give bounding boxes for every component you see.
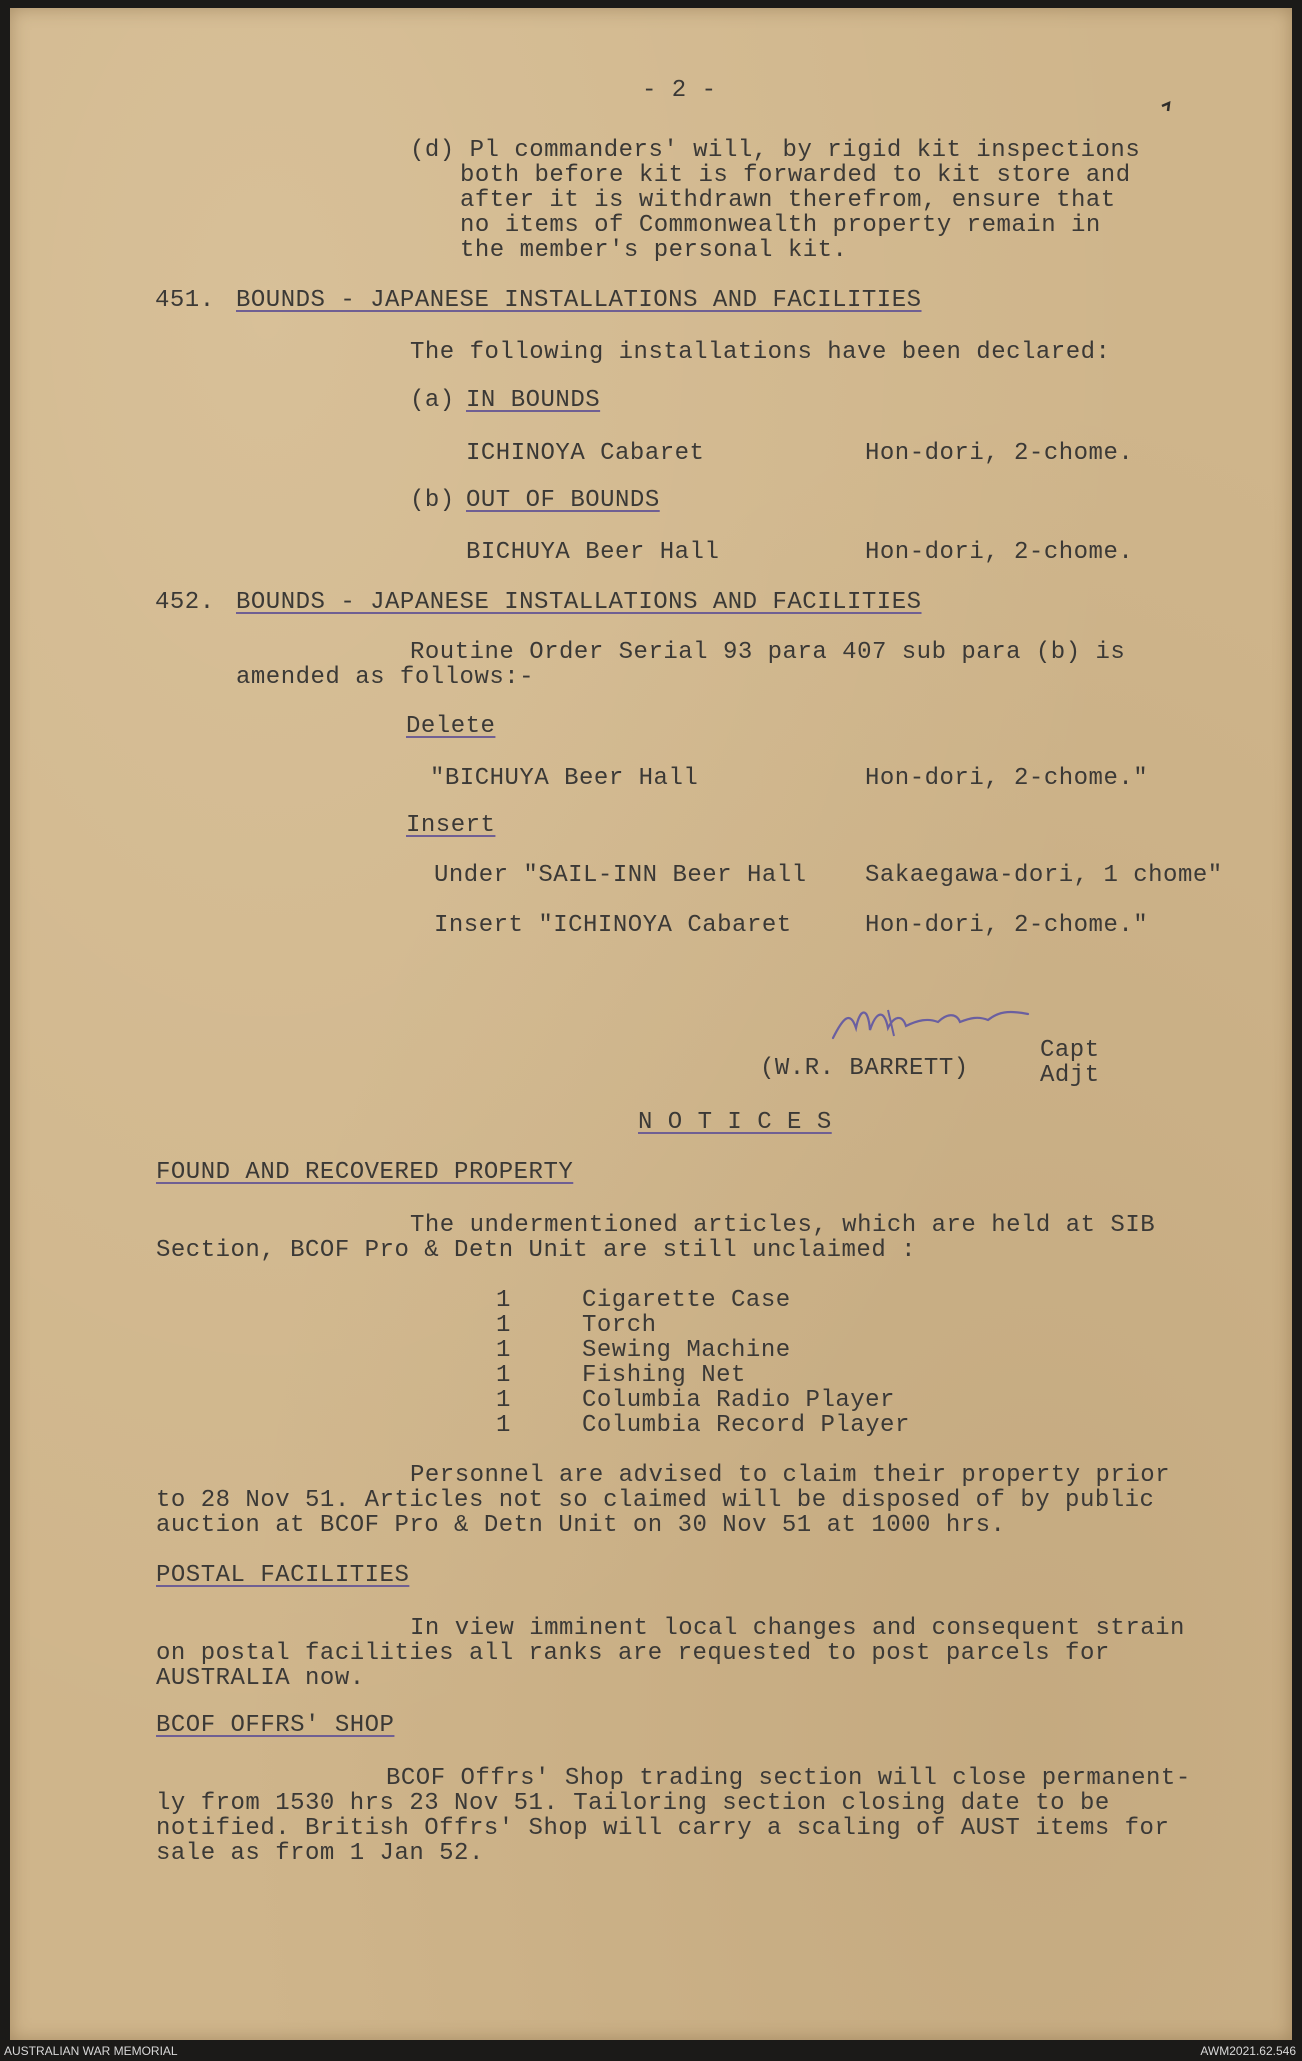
item-name-6: Columbia Record Player [582,1412,910,1439]
para-451-a-name: ICHINOYA Cabaret [466,440,705,467]
found-heading: FOUND AND RECOVERED PROPERTY [156,1159,574,1186]
postal-line-1: In view imminent local changes and consequent strain [410,1615,1185,1642]
found-after-3: auction at BCOF Pro & Detn Unit on 30 Nov 51 at 1000 hrs. [156,1512,1006,1539]
shop-line-1: BCOF Offrs' Shop trading section will close permanent- [386,1765,1191,1792]
found-after-1: Personnel are advised to claim their property prior [410,1462,1171,1489]
insert-name: Insert "ICHINOYA Cabaret [434,912,792,939]
pen-tick-mark [1160,98,1178,112]
found-line-2: Section, BCOF Pro & Detn Unit are still unclaimed : [156,1237,917,1264]
delete-label: Delete [406,713,496,740]
item-name-2: Torch [582,1312,657,1339]
under-location: Sakaegawa-dori, 1 chome" [865,862,1223,889]
para-d-line-5: the member's personal kit. [460,237,848,264]
handwritten-signature [828,998,1038,1048]
para-451-a-marker: (a) [410,387,455,414]
para-d-line-4: no items of Commonwealth property remain in [460,212,1101,239]
item-qty-1: 1 [496,1287,511,1314]
para-d-line-2: both before kit is forwarded to kit store and [460,162,1131,189]
para-451-a-heading: IN BOUNDS [466,387,601,414]
postal-line-2: on postal facilities all ranks are requested to post parcels for [156,1640,1110,1667]
item-name-5: Columbia Radio Player [582,1387,895,1414]
para-451-b-heading: OUT OF BOUNDS [466,487,660,514]
footer-right: AWM2021.62.546 [1200,2044,1296,2058]
para-451-intro: The following installations have been declared: [410,339,1111,366]
under-name: Under "SAIL-INN Beer Hall [434,862,807,889]
signature-role: Adjt [1040,1062,1100,1089]
item-name-4: Fishing Net [582,1362,746,1389]
item-name-1: Cigarette Case [582,1287,791,1314]
para-452-heading: BOUNDS - JAPANESE INSTALLATIONS AND FACILITIES [236,589,922,616]
archive-footer [0,2040,1302,2061]
insert-label: Insert [406,812,496,839]
found-after-2: to 28 Nov 51. Articles not so claimed will be disposed of by public [156,1487,1155,1514]
para-451-a-location: Hon-dori, 2-chome. [865,440,1134,467]
page-number: - 2 - [642,77,717,104]
item-name-3: Sewing Machine [582,1337,791,1364]
shop-line-4: sale as from 1 Jan 52. [156,1840,484,1867]
para-d-line-3: after it is withdrawn therefrom, ensure that [460,187,1116,214]
item-qty-5: 1 [496,1387,511,1414]
found-line-1: The undermentioned articles, which are held at SIB [410,1212,1156,1239]
shop-line-2: ly from 1530 hrs 23 Nov 51. Tailoring section closing date to be [156,1790,1110,1817]
postal-line-3: AUSTRALIA now. [156,1665,365,1692]
para-452-number: 452. [155,589,215,616]
notices-title: N O T I C E S [638,1109,832,1136]
signature-rank: Capt [1040,1037,1100,1064]
shop-line-3: notified. British Offrs' Shop will carry a scaling of AUST items for [156,1815,1170,1842]
para-452-line-2: amended as follows:- [236,664,535,691]
document-page [10,8,1292,2040]
signature-name: (W.R. BARRETT) [760,1055,969,1082]
para-451-b-marker: (b) [410,487,455,514]
para-451-b-location: Hon-dori, 2-chome. [865,539,1134,566]
postal-heading: POSTAL FACILITIES [156,1562,410,1589]
item-qty-3: 1 [496,1337,511,1364]
insert-location: Hon-dori, 2-chome." [865,912,1149,939]
para-d-line-1: (d) Pl commanders' will, by rigid kit inspections [410,137,1141,164]
para-451-b-name: BICHUYA Beer Hall [466,539,720,566]
delete-name: "BICHUYA Beer Hall [430,765,699,792]
item-qty-2: 1 [496,1312,511,1339]
para-452-line-1: Routine Order Serial 93 para 407 sub para (b) is [410,639,1126,666]
shop-heading: BCOF OFFRS' SHOP [156,1712,395,1739]
para-451-heading: BOUNDS - JAPANESE INSTALLATIONS AND FACILITIES [236,287,922,314]
footer-left: AUSTRALIAN WAR MEMORIAL [4,2044,178,2058]
delete-location: Hon-dori, 2-chome." [865,765,1149,792]
item-qty-6: 1 [496,1412,511,1439]
item-qty-4: 1 [496,1362,511,1389]
para-451-number: 451. [155,287,215,314]
